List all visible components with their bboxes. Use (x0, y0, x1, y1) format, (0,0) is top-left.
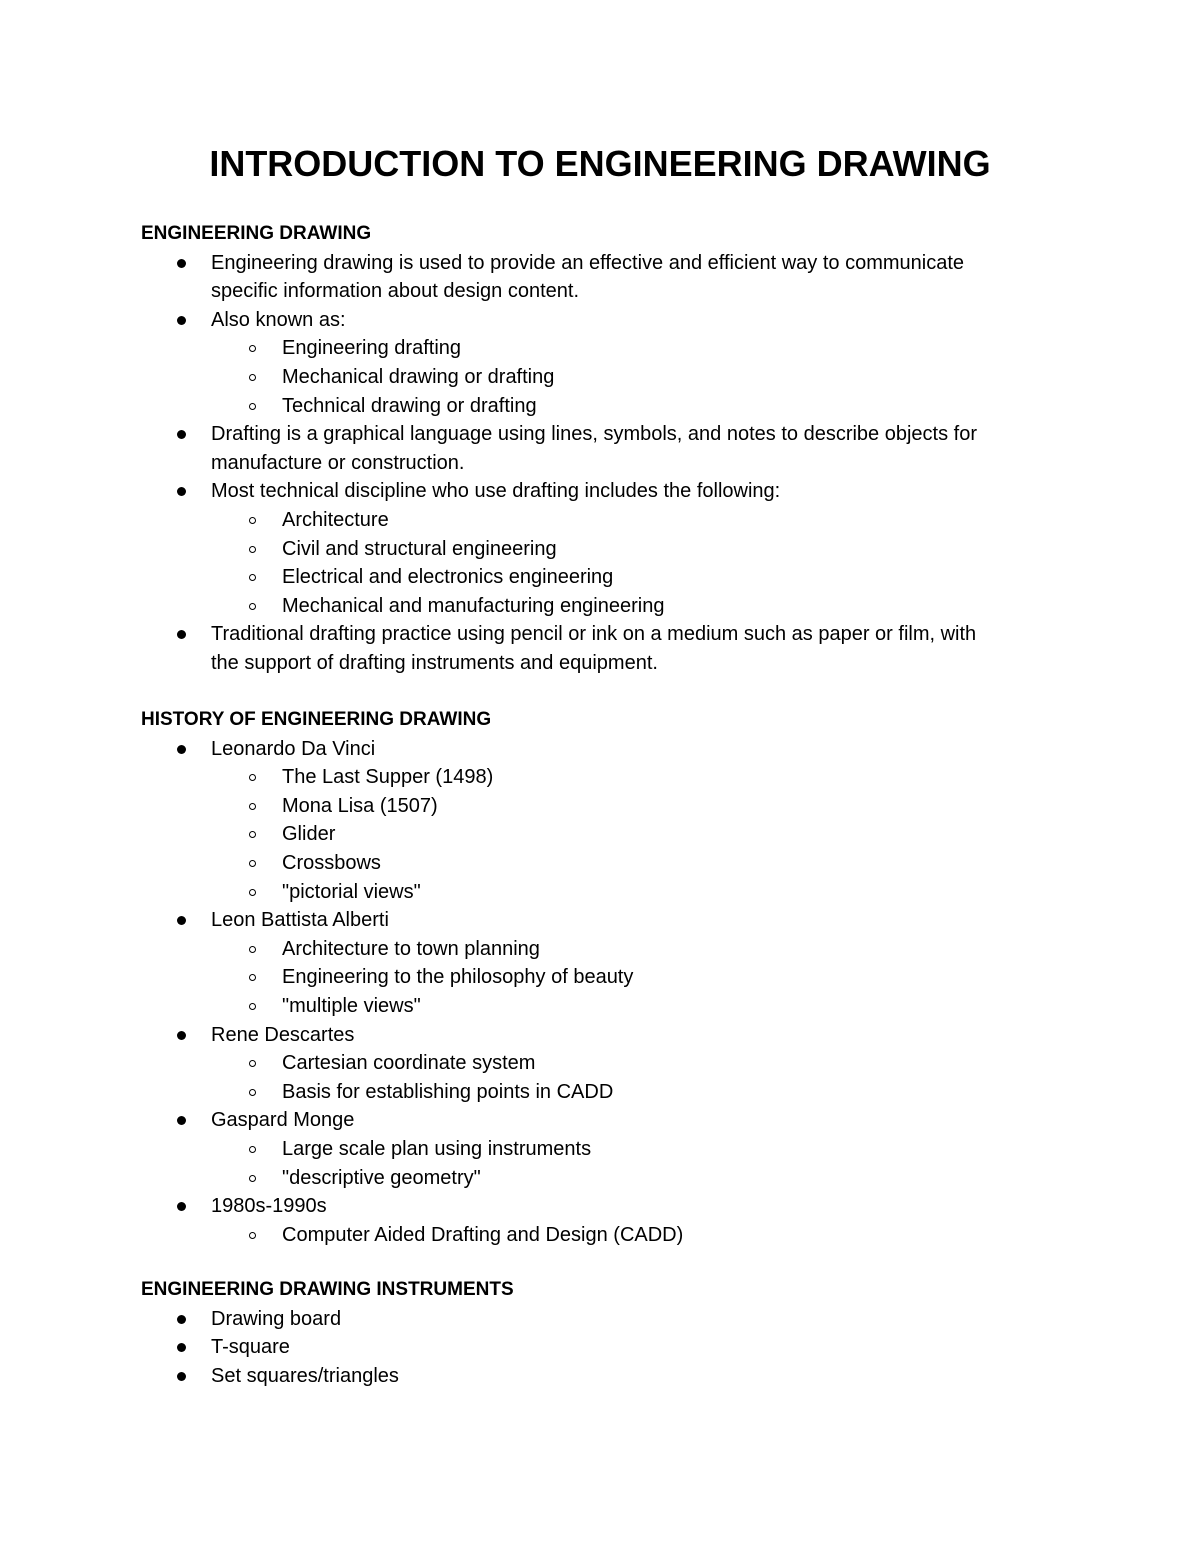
section-heading: ENGINEERING DRAWING (141, 223, 372, 244)
hollow-bullet-icon (249, 774, 256, 781)
sub-list-item: Architecture (282, 509, 389, 531)
sub-list-item: Cartesian coordinate system (282, 1052, 536, 1075)
sub-list-item: Technical drawing or drafting (282, 394, 537, 417)
hollow-bullet-icon (249, 574, 256, 581)
list-item: Gaspard Monge (211, 1109, 355, 1132)
list-item: 1980s-1990s (211, 1195, 327, 1218)
bullet-icon (177, 745, 186, 754)
sub-list-item: Civil and structural engineering (282, 537, 557, 560)
list-item: Leonardo Da Vinci (211, 737, 376, 760)
list-item: Rene Descartes (211, 1023, 355, 1046)
page-title: INTRODUCTION TO ENGINEERING DRAWING (209, 143, 991, 184)
bullet-icon (177, 1372, 186, 1381)
bullet-icon (177, 630, 186, 639)
list-item: Engineering drawing is used to provide an effective and efficient way to communicate (211, 251, 965, 274)
hollow-bullet-icon (249, 1175, 256, 1182)
list-item: Leon Battista Alberti (211, 909, 389, 932)
bullet-icon (177, 1315, 186, 1324)
sub-list-item: "descriptive geometry" (282, 1166, 481, 1189)
sub-list-item: Crossbows (282, 852, 381, 874)
list-item: Drawing board (211, 1307, 342, 1330)
hollow-bullet-icon (249, 889, 256, 896)
sub-list-item: The Last Supper (1498) (282, 766, 494, 789)
sub-list-item: Engineering to the philosophy of beauty (282, 966, 634, 989)
hollow-bullet-icon (249, 345, 256, 352)
sub-list-item: "pictorial views" (282, 880, 421, 903)
bullet-icon (177, 259, 186, 268)
hollow-bullet-icon (249, 403, 256, 410)
list-item: Set squares/triangles (211, 1364, 399, 1387)
list-item: manufacture or construction. (211, 451, 465, 474)
hollow-bullet-icon (249, 603, 256, 610)
hollow-bullet-icon (249, 1003, 256, 1010)
hollow-bullet-icon (249, 974, 256, 981)
bullet-icon (177, 430, 186, 439)
list-item: Traditional drafting practice using pencil or ink on a medium such as paper or film, with (211, 623, 977, 646)
hollow-bullet-icon (249, 1089, 256, 1096)
hollow-bullet-icon (249, 803, 256, 810)
sub-list-item: Architecture to town planning (282, 937, 540, 960)
sub-list-item: "multiple views" (282, 995, 421, 1017)
list-item: the support of drafting instruments and equipment. (211, 652, 658, 674)
sub-list-item: Mechanical drawing or drafting (282, 366, 555, 388)
bullet-icon (177, 316, 186, 325)
hollow-bullet-icon (249, 546, 256, 553)
list-item: T-square (211, 1336, 290, 1359)
sub-list-item: Mechanical and manufacturing engineering (282, 594, 665, 617)
list-item: specific information about design content. (211, 280, 579, 303)
bullet-icon (177, 1343, 186, 1352)
sub-list-item: Computer Aided Drafting and Design (CADD) (282, 1223, 684, 1246)
hollow-bullet-icon (249, 374, 256, 381)
hollow-bullet-icon (249, 1060, 256, 1067)
hollow-bullet-icon (249, 946, 256, 953)
hollow-bullet-icon (249, 517, 256, 524)
hollow-bullet-icon (249, 1146, 256, 1153)
section-heading: HISTORY OF ENGINEERING DRAWING (141, 709, 492, 730)
bullet-icon (177, 916, 186, 925)
sub-list-item: Mona Lisa (1507) (282, 794, 438, 817)
sub-list-item: Glider (282, 823, 336, 846)
hollow-bullet-icon (249, 860, 256, 867)
section-heading: ENGINEERING DRAWING INSTRUMENTS (141, 1279, 514, 1300)
bullet-icon (177, 1116, 186, 1125)
list-item: Most technical discipline who use drafting includes the following: (211, 480, 781, 503)
sub-list-item: Engineering drafting (282, 337, 462, 360)
sub-list-item: Basis for establishing points in CADD (282, 1080, 614, 1103)
sub-list-item: Electrical and electronics engineering (282, 566, 614, 589)
hollow-bullet-icon (249, 1232, 256, 1239)
bullet-icon (177, 1202, 186, 1211)
hollow-bullet-icon (249, 831, 256, 838)
bullet-icon (177, 1031, 186, 1040)
sub-list-item: Large scale plan using instruments (282, 1138, 592, 1160)
list-item: Drafting is a graphical language using lines, symbols, and notes to describe objects for (211, 423, 977, 446)
list-item: Also known as: (211, 308, 346, 331)
bullet-icon (177, 487, 186, 496)
